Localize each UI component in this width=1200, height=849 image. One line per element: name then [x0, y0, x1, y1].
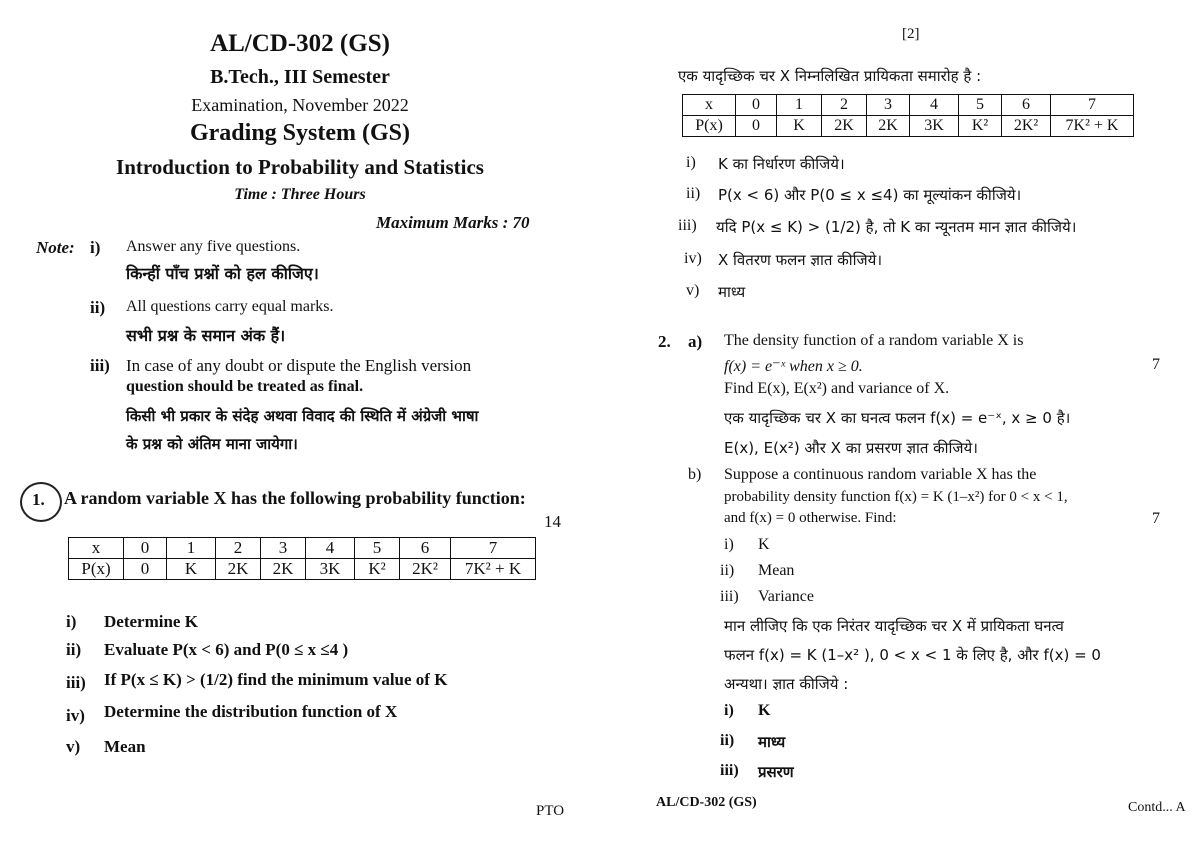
table-cell: 3K [306, 559, 355, 580]
q2-number: 2. [658, 332, 671, 351]
q2b-hi-line2: फलन f(x) = K (1–x² ), 0 < x < 1 के लिए है, और f(x) = 0 [724, 646, 1101, 664]
table-row [683, 95, 1134, 116]
note-1-num: i) [90, 238, 101, 257]
table-cell: 4 [910, 95, 959, 116]
hi-part-3-text: यदि P(x ≤ K) > (1/2) है, तो K का न्यूनतम मान ज्ञात कीजिये। [716, 218, 1077, 236]
table-cell: 7 [1051, 95, 1134, 116]
q2a-line2: f(x) = e⁻ˣ when x ≥ 0. [724, 358, 863, 375]
q2a-hi-line1: एक यादृच्छिक चर X का घनत्व फलन f(x) = e⁻ˣ, x ≥ 0 है। [724, 409, 1071, 427]
hi-part-1-text: K का निर्धारण कीजिये। [718, 155, 845, 173]
hi-part-5-num: v) [686, 282, 700, 299]
q2b-marks: 7 [1152, 510, 1160, 527]
exam-title: Examination, November 2022 [191, 95, 409, 115]
table-cell: 1 [167, 538, 216, 559]
footer-paper-code: AL/CD-302 (GS) [656, 795, 757, 810]
table-cell: 2K [867, 116, 910, 137]
subject-title: Introduction to Probability and Statistics [116, 155, 484, 179]
note-3-hi-line1: किसी भी प्रकार के संदेह अथवा विवाद की स्थिति में अंग्रेजी भाषा [126, 407, 479, 425]
q2b-part-2-num: ii) [720, 562, 735, 579]
note-3-hi-line2: के प्रश्न को अंतिम माना जायेगा। [126, 435, 298, 453]
max-marks: Maximum Marks : 70 [376, 213, 530, 232]
table-cell: 7K² + K [451, 559, 536, 580]
q1-part-2-text: Evaluate P(x < 6) and P(0 ≤ x ≤4 ) [104, 640, 349, 659]
table-cell: 5 [959, 95, 1002, 116]
note-3-en-line1: In case of any doubt or dispute the English version [126, 356, 472, 375]
q1-probability-table [68, 537, 536, 580]
note-3-en-line2: question should be treated as final. [126, 378, 364, 395]
q2b-part-1-text: K [758, 536, 770, 553]
grading-system: Grading System (GS) [189, 120, 410, 146]
note-1-hi: किन्हीं पाँच प्रश्नों को हल कीजिए। [126, 264, 319, 283]
table-cell: 3 [261, 538, 306, 559]
hi-probability-table [682, 94, 1134, 137]
table-cell: 2 [822, 95, 867, 116]
hi-part-4-text: X वितरण फलन ज्ञात कीजिये। [718, 251, 883, 269]
q2b-hi-part-2-text: माध्य [758, 733, 786, 751]
q2b-line3: and f(x) = 0 otherwise. Find: [724, 510, 897, 526]
q2a-line3: Find E(x), E(x²) and variance of X. [724, 380, 950, 397]
table-cell: 3K [910, 116, 959, 137]
hi-part-2-text: P(x < 6) और P(0 ≤ x ≤4) का मूल्यांकन कीजिये। [718, 186, 1022, 204]
table-cell: 2K [822, 116, 867, 137]
table-cell: 7 [451, 538, 536, 559]
q2b-hi-part-3-num: iii) [720, 762, 739, 779]
table-cell: 6 [400, 538, 451, 559]
table-cell: P(x) [683, 116, 736, 137]
hi-part-5-text: माध्य [718, 283, 746, 301]
page-number: [2] [902, 26, 920, 42]
hi-part-2-num: ii) [686, 185, 701, 202]
hi-part-4-num: iv) [684, 250, 702, 267]
table-cell: 0 [736, 95, 777, 116]
table-cell: 6 [1002, 95, 1051, 116]
table-cell: 0 [124, 559, 167, 580]
q2a-line1: The density function of a random variable X is [724, 332, 1024, 349]
q1-part-5-num: v) [66, 737, 81, 756]
q2b-hi-part-1-text: K [758, 702, 771, 719]
hi-part-3-num: iii) [678, 217, 697, 234]
q1-part-1-num: i) [66, 612, 77, 631]
q2a-label: a) [688, 332, 703, 351]
table-cell: x [69, 538, 124, 559]
table-cell: 2K [216, 559, 261, 580]
hi-part-1-num: i) [686, 154, 696, 171]
table-cell: 1 [777, 95, 822, 116]
table-cell: K [777, 116, 822, 137]
q2b-part-3-text: Variance [758, 588, 814, 605]
table-cell: 0 [736, 116, 777, 137]
q1-part-2-num: ii) [66, 640, 82, 659]
hi-intro: एक यादृच्छिक चर X निम्नलिखित प्रायिकता समारोह है : [678, 67, 982, 85]
table-cell: K [167, 559, 216, 580]
table-row [69, 538, 536, 559]
q2b-hi-line3: अन्यथा। ज्ञात कीजिये : [724, 675, 849, 693]
q2b-hi-part-1-num: i) [724, 702, 734, 719]
table-cell: K² [355, 559, 400, 580]
q1-part-3-num: iii) [66, 673, 86, 692]
q1-number: 1. [32, 490, 45, 509]
table-cell: 2K² [1002, 116, 1051, 137]
footer-contd: Contd... A [1128, 800, 1186, 815]
table-cell: 7K² + K [1051, 116, 1134, 137]
q2b-line2: probability density function f(x) = K (1–x²) for 0 < x < 1, [724, 489, 1068, 505]
table-cell: 5 [355, 538, 400, 559]
q2b-hi-part-3-text: प्रसरण [758, 763, 794, 781]
time-label: Time : Three Hours [234, 186, 366, 203]
table-cell: P(x) [69, 559, 124, 580]
q2b-line1: Suppose a continuous random variable X has the [724, 466, 1037, 483]
q1-part-3-text: If P(x ≤ K) > (1/2) find the minimum value of K [104, 670, 448, 689]
paper-code: AL/CD-302 (GS) [210, 30, 390, 57]
note-2-num: ii) [90, 298, 106, 317]
q2b-hi-line1: मान लीजिए कि एक निरंतर यादृच्छिक चर X में प्रायिकता घनत्व [724, 617, 1064, 635]
table-cell: 2K [261, 559, 306, 580]
q2a-marks: 7 [1152, 356, 1160, 373]
q2b-part-1-num: i) [724, 536, 734, 553]
q1-part-5-text: Mean [104, 737, 146, 756]
table-cell: x [683, 95, 736, 116]
q2b-label: b) [688, 466, 702, 483]
table-cell: 4 [306, 538, 355, 559]
note-1-en: Answer any five questions. [126, 238, 301, 255]
table-cell: 2K² [400, 559, 451, 580]
note-3-num: iii) [90, 356, 110, 375]
note-2-en: All questions carry equal marks. [126, 298, 334, 315]
table-cell: 3 [867, 95, 910, 116]
table-cell: K² [959, 116, 1002, 137]
q2b-part-3-num: iii) [720, 588, 739, 605]
right-page [600, 0, 1200, 849]
q1-part-4-num: iv) [66, 706, 85, 725]
q1-text: A random variable X has the following probability function: [64, 488, 526, 508]
q1-marks: 14 [544, 512, 561, 531]
q1-part-1-text: Determine K [104, 612, 198, 631]
table-cell: 0 [124, 538, 167, 559]
table-cell: 2 [216, 538, 261, 559]
course-title: B.Tech., III Semester [210, 66, 390, 88]
q1-part-4-text: Determine the distribution function of X [104, 702, 398, 721]
table-row [69, 559, 536, 580]
q2b-part-2-text: Mean [758, 562, 795, 579]
q2a-hi-line2: E(x), E(x²) और X का प्रसरण ज्ञात कीजिये। [724, 439, 978, 457]
note-2-hi: सभी प्रश्न के समान अंक हैं। [126, 326, 286, 345]
note-label: Note: [36, 238, 75, 257]
pto-footer: PTO [536, 803, 565, 819]
q2b-hi-part-2-num: ii) [720, 732, 735, 749]
table-row [683, 116, 1134, 137]
